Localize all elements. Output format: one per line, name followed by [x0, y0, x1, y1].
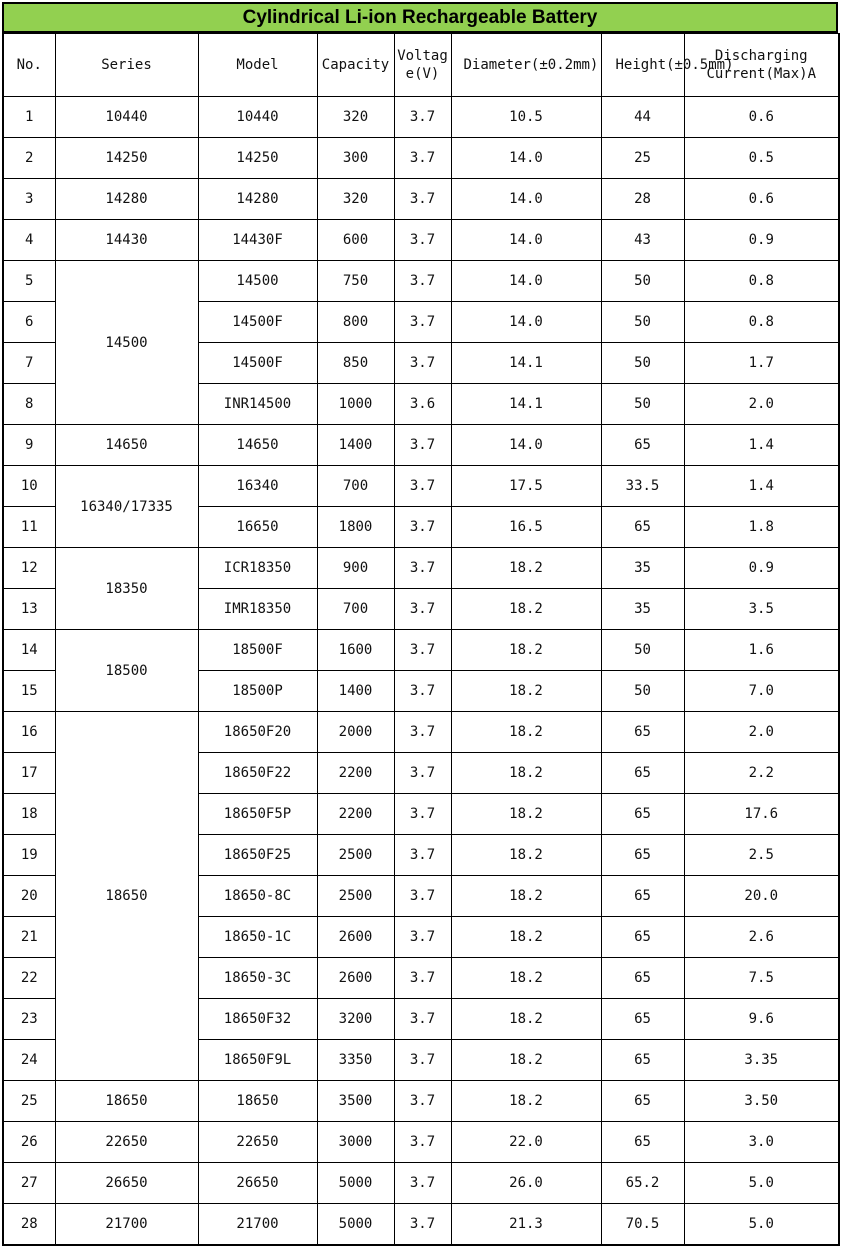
cell-model: 18500P	[198, 671, 317, 712]
table-row	[3, 466, 839, 507]
cell-height: 44	[601, 97, 684, 138]
cell-discharging-current: 0.6	[684, 97, 839, 138]
cell-voltage: 3.7	[394, 794, 451, 835]
cell-model: 18650F32	[198, 999, 317, 1040]
cell-diameter: 18.2	[451, 1040, 601, 1081]
cell-diameter: 18.2	[451, 999, 601, 1040]
cell-capacity: 2200	[317, 794, 394, 835]
cell-discharging-current: 1.6	[684, 630, 839, 671]
cell-capacity: 2500	[317, 835, 394, 876]
cell-no: 27	[3, 1163, 55, 1204]
cell-capacity: 5000	[317, 1163, 394, 1204]
cell-no: 4	[3, 220, 55, 261]
cell-model: 16340	[198, 466, 317, 507]
cell-model: 14250	[198, 138, 317, 179]
cell-diameter: 14.0	[451, 220, 601, 261]
cell-model: 14650	[198, 425, 317, 466]
cell-no: 22	[3, 958, 55, 999]
table-row	[3, 1204, 839, 1246]
cell-discharging-current: 20.0	[684, 876, 839, 917]
cell-discharging-current: 1.8	[684, 507, 839, 548]
cell-series: 18350	[55, 548, 198, 630]
cell-no: 2	[3, 138, 55, 179]
cell-discharging-current: 2.0	[684, 712, 839, 753]
cell-model: 18650-1C	[198, 917, 317, 958]
cell-diameter: 14.0	[451, 261, 601, 302]
cell-diameter: 18.2	[451, 753, 601, 794]
cell-discharging-current: 1.4	[684, 425, 839, 466]
cell-model: 26650	[198, 1163, 317, 1204]
cell-voltage: 3.7	[394, 179, 451, 220]
table-row	[3, 548, 839, 589]
cell-no: 15	[3, 671, 55, 712]
cell-capacity: 2600	[317, 958, 394, 999]
cell-voltage: 3.7	[394, 1163, 451, 1204]
cell-model: 18650F25	[198, 835, 317, 876]
cell-model: 18650F20	[198, 712, 317, 753]
cell-discharging-current: 7.5	[684, 958, 839, 999]
cell-model: 14500F	[198, 302, 317, 343]
cell-height: 65	[601, 753, 684, 794]
cell-diameter: 18.2	[451, 917, 601, 958]
cell-no: 20	[3, 876, 55, 917]
cell-diameter: 14.0	[451, 138, 601, 179]
cell-capacity: 700	[317, 589, 394, 630]
cell-diameter: 22.0	[451, 1122, 601, 1163]
cell-capacity: 320	[317, 179, 394, 220]
cell-model: 21700	[198, 1204, 317, 1246]
cell-diameter: 17.5	[451, 466, 601, 507]
cell-diameter: 18.2	[451, 1081, 601, 1122]
cell-diameter: 21.3	[451, 1204, 601, 1246]
cell-diameter: 14.0	[451, 425, 601, 466]
cell-diameter: 14.1	[451, 343, 601, 384]
battery-spec-table	[2, 33, 840, 1246]
cell-capacity: 3350	[317, 1040, 394, 1081]
cell-capacity: 3200	[317, 999, 394, 1040]
cell-no: 9	[3, 425, 55, 466]
cell-height: 50	[601, 671, 684, 712]
cell-model: INR14500	[198, 384, 317, 425]
cell-series: 10440	[55, 97, 198, 138]
cell-diameter: 14.0	[451, 302, 601, 343]
cell-capacity: 850	[317, 343, 394, 384]
cell-height: 65	[601, 712, 684, 753]
cell-voltage: 3.7	[394, 548, 451, 589]
cell-series: 16340/17335	[55, 466, 198, 548]
cell-discharging-current: 0.5	[684, 138, 839, 179]
cell-height: 70.5	[601, 1204, 684, 1246]
cell-no: 14	[3, 630, 55, 671]
cell-voltage: 3.7	[394, 1122, 451, 1163]
cell-capacity: 800	[317, 302, 394, 343]
cell-diameter: 26.0	[451, 1163, 601, 1204]
header-voltage: Voltage(V)	[394, 34, 451, 97]
cell-no: 21	[3, 917, 55, 958]
cell-height: 65	[601, 999, 684, 1040]
cell-capacity: 5000	[317, 1204, 394, 1246]
cell-discharging-current: 2.5	[684, 835, 839, 876]
cell-no: 6	[3, 302, 55, 343]
cell-capacity: 300	[317, 138, 394, 179]
cell-voltage: 3.7	[394, 466, 451, 507]
cell-height: 65	[601, 794, 684, 835]
cell-no: 25	[3, 1081, 55, 1122]
cell-discharging-current: 3.50	[684, 1081, 839, 1122]
cell-diameter: 10.5	[451, 97, 601, 138]
cell-no: 18	[3, 794, 55, 835]
cell-height: 65.2	[601, 1163, 684, 1204]
cell-discharging-current: 9.6	[684, 999, 839, 1040]
cell-voltage: 3.7	[394, 753, 451, 794]
header-series: Series	[55, 34, 198, 97]
cell-diameter: 14.1	[451, 384, 601, 425]
table-row	[3, 1122, 839, 1163]
header-no: No.	[3, 34, 55, 97]
cell-model: 18650F22	[198, 753, 317, 794]
cell-model: 10440	[198, 97, 317, 138]
cell-diameter: 18.2	[451, 671, 601, 712]
cell-voltage: 3.7	[394, 712, 451, 753]
cell-discharging-current: 0.9	[684, 548, 839, 589]
cell-series: 18650	[55, 712, 198, 1081]
cell-no: 5	[3, 261, 55, 302]
cell-diameter: 18.2	[451, 876, 601, 917]
cell-capacity: 1400	[317, 671, 394, 712]
cell-diameter: 18.2	[451, 589, 601, 630]
cell-diameter: 18.2	[451, 794, 601, 835]
header-capacity: Capacity	[317, 34, 394, 97]
table-row	[3, 630, 839, 671]
table-row	[3, 138, 839, 179]
cell-diameter: 16.5	[451, 507, 601, 548]
cell-voltage: 3.7	[394, 917, 451, 958]
cell-voltage: 3.7	[394, 630, 451, 671]
cell-voltage: 3.7	[394, 302, 451, 343]
cell-voltage: 3.7	[394, 835, 451, 876]
cell-voltage: 3.7	[394, 1204, 451, 1246]
cell-capacity: 750	[317, 261, 394, 302]
header-model: Model	[198, 34, 317, 97]
cell-model: 18650	[198, 1081, 317, 1122]
cell-no: 3	[3, 179, 55, 220]
cell-discharging-current: 5.0	[684, 1204, 839, 1246]
cell-capacity: 3000	[317, 1122, 394, 1163]
cell-height: 50	[601, 261, 684, 302]
cell-no: 17	[3, 753, 55, 794]
cell-height: 50	[601, 630, 684, 671]
cell-diameter: 18.2	[451, 958, 601, 999]
cell-discharging-current: 0.8	[684, 261, 839, 302]
cell-height: 65	[601, 507, 684, 548]
table-row	[3, 97, 839, 138]
cell-capacity: 3500	[317, 1081, 394, 1122]
cell-no: 16	[3, 712, 55, 753]
cell-model: ICR18350	[198, 548, 317, 589]
cell-capacity: 700	[317, 466, 394, 507]
cell-capacity: 2600	[317, 917, 394, 958]
table-row	[3, 425, 839, 466]
cell-no: 8	[3, 384, 55, 425]
cell-no: 10	[3, 466, 55, 507]
cell-model: 18650F9L	[198, 1040, 317, 1081]
cell-height: 50	[601, 302, 684, 343]
cell-no: 7	[3, 343, 55, 384]
cell-series: 14650	[55, 425, 198, 466]
cell-height: 33.5	[601, 466, 684, 507]
cell-capacity: 2000	[317, 712, 394, 753]
cell-voltage: 3.7	[394, 589, 451, 630]
cell-no: 19	[3, 835, 55, 876]
table-body	[3, 97, 839, 1246]
cell-height: 25	[601, 138, 684, 179]
cell-height: 65	[601, 958, 684, 999]
cell-height: 28	[601, 179, 684, 220]
cell-height: 65	[601, 876, 684, 917]
cell-height: 65	[601, 425, 684, 466]
cell-capacity: 900	[317, 548, 394, 589]
header-height: Height(±0.5mm)	[601, 34, 684, 97]
cell-no: 23	[3, 999, 55, 1040]
cell-series: 18650	[55, 1081, 198, 1122]
cell-height: 43	[601, 220, 684, 261]
cell-model: 18650F5P	[198, 794, 317, 835]
cell-capacity: 1800	[317, 507, 394, 548]
cell-height: 35	[601, 548, 684, 589]
cell-no: 13	[3, 589, 55, 630]
cell-capacity: 320	[317, 97, 394, 138]
cell-series: 22650	[55, 1122, 198, 1163]
cell-model: IMR18350	[198, 589, 317, 630]
cell-series: 21700	[55, 1204, 198, 1246]
table-row	[3, 179, 839, 220]
cell-voltage: 3.7	[394, 261, 451, 302]
cell-voltage: 3.6	[394, 384, 451, 425]
cell-model: 14500F	[198, 343, 317, 384]
cell-no: 28	[3, 1204, 55, 1246]
cell-model: 18650-3C	[198, 958, 317, 999]
header-discharging-current: Discharging Current(Max)A	[684, 34, 839, 97]
cell-discharging-current: 1.7	[684, 343, 839, 384]
cell-no: 26	[3, 1122, 55, 1163]
sheet-title: Cylindrical Li-ion Rechargeable Battery	[2, 2, 838, 33]
cell-series: 14250	[55, 138, 198, 179]
cell-diameter: 18.2	[451, 548, 601, 589]
cell-capacity: 1000	[317, 384, 394, 425]
cell-model: 22650	[198, 1122, 317, 1163]
cell-voltage: 3.7	[394, 220, 451, 261]
table-row	[3, 220, 839, 261]
cell-series: 14500	[55, 261, 198, 425]
table-row	[3, 1163, 839, 1204]
cell-discharging-current: 2.2	[684, 753, 839, 794]
table-row	[3, 261, 839, 302]
cell-voltage: 3.7	[394, 671, 451, 712]
cell-height: 65	[601, 1081, 684, 1122]
cell-capacity: 1600	[317, 630, 394, 671]
cell-voltage: 3.7	[394, 958, 451, 999]
cell-diameter: 14.0	[451, 179, 601, 220]
cell-capacity: 2200	[317, 753, 394, 794]
cell-capacity: 600	[317, 220, 394, 261]
cell-voltage: 3.7	[394, 999, 451, 1040]
cell-discharging-current: 2.6	[684, 917, 839, 958]
cell-voltage: 3.7	[394, 1081, 451, 1122]
cell-height: 65	[601, 1122, 684, 1163]
cell-discharging-current: 3.5	[684, 589, 839, 630]
cell-series: 14280	[55, 179, 198, 220]
cell-series: 14430	[55, 220, 198, 261]
cell-model: 14430F	[198, 220, 317, 261]
cell-series: 18500	[55, 630, 198, 712]
cell-discharging-current: 2.0	[684, 384, 839, 425]
table-row	[3, 1081, 839, 1122]
battery-spec-sheet	[2, 2, 838, 1246]
cell-discharging-current: 3.35	[684, 1040, 839, 1081]
cell-height: 65	[601, 835, 684, 876]
cell-no: 11	[3, 507, 55, 548]
cell-height: 65	[601, 917, 684, 958]
cell-discharging-current: 0.8	[684, 302, 839, 343]
cell-voltage: 3.7	[394, 1040, 451, 1081]
cell-model: 18500F	[198, 630, 317, 671]
cell-discharging-current: 17.6	[684, 794, 839, 835]
cell-model: 18650-8C	[198, 876, 317, 917]
cell-capacity: 2500	[317, 876, 394, 917]
cell-no: 24	[3, 1040, 55, 1081]
cell-voltage: 3.7	[394, 343, 451, 384]
cell-discharging-current: 5.0	[684, 1163, 839, 1204]
cell-capacity: 1400	[317, 425, 394, 466]
cell-no: 12	[3, 548, 55, 589]
cell-voltage: 3.7	[394, 507, 451, 548]
cell-discharging-current: 1.4	[684, 466, 839, 507]
cell-discharging-current: 0.6	[684, 179, 839, 220]
cell-no: 1	[3, 97, 55, 138]
cell-diameter: 18.2	[451, 835, 601, 876]
cell-voltage: 3.7	[394, 425, 451, 466]
cell-model: 16650	[198, 507, 317, 548]
cell-diameter: 18.2	[451, 630, 601, 671]
cell-model: 14280	[198, 179, 317, 220]
cell-series: 26650	[55, 1163, 198, 1204]
cell-discharging-current: 3.0	[684, 1122, 839, 1163]
cell-height: 50	[601, 384, 684, 425]
header-diameter: Diameter(±0.2mm)	[451, 34, 601, 97]
header-row	[3, 34, 839, 97]
cell-diameter: 18.2	[451, 712, 601, 753]
cell-discharging-current: 7.0	[684, 671, 839, 712]
cell-voltage: 3.7	[394, 97, 451, 138]
cell-voltage: 3.7	[394, 138, 451, 179]
cell-voltage: 3.7	[394, 876, 451, 917]
cell-discharging-current: 0.9	[684, 220, 839, 261]
cell-model: 14500	[198, 261, 317, 302]
cell-height: 35	[601, 589, 684, 630]
cell-height: 65	[601, 1040, 684, 1081]
table-row	[3, 712, 839, 753]
cell-height: 50	[601, 343, 684, 384]
